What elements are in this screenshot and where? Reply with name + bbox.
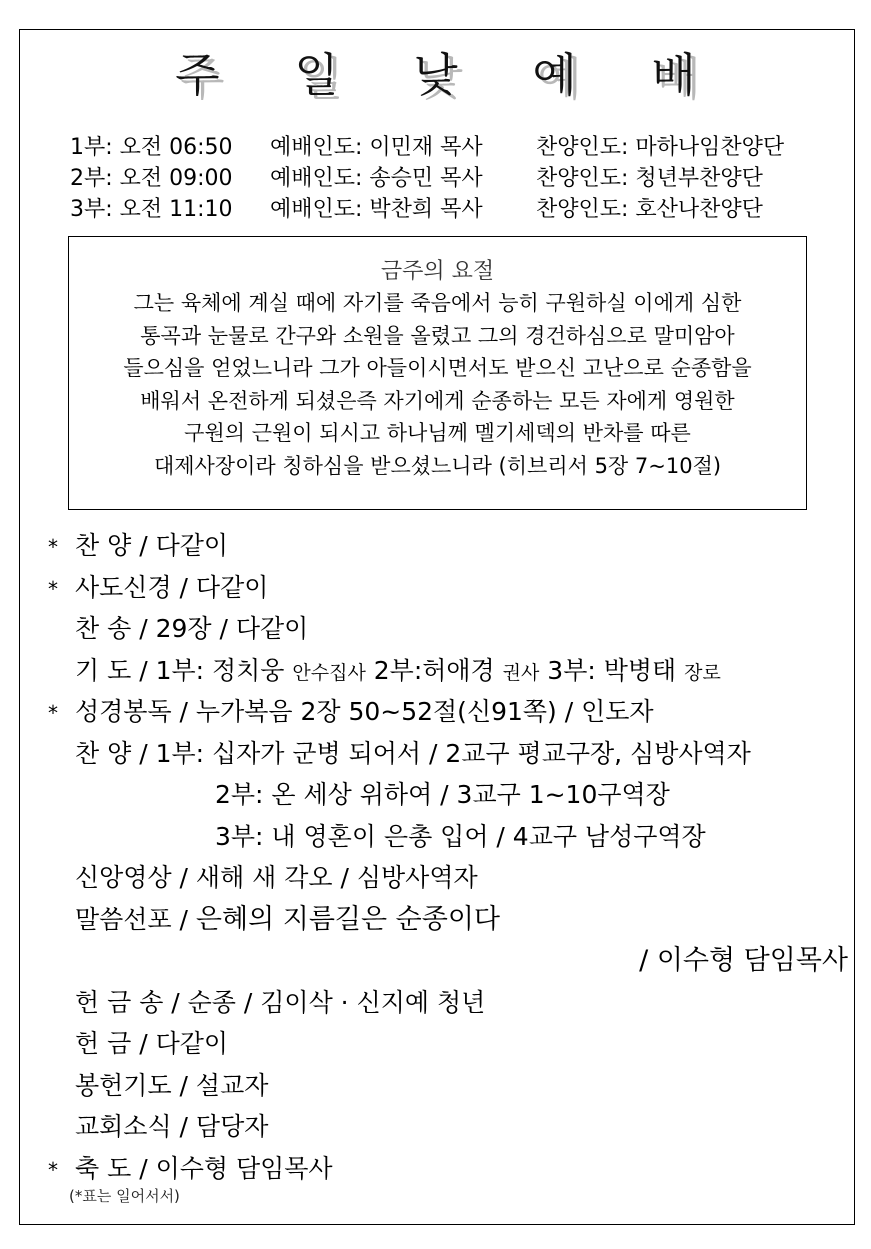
order-item-anthem-2: 2부: 온 세상 위하여 / 3교구 1~10구역장 [215, 780, 670, 809]
order-item-sermon: 말씀선포 / 은혜의 지름길은 순종이다 [75, 903, 500, 935]
order-item-praise: * 찬 양 / 다같이 [48, 525, 848, 567]
service-time: 1부: 오전 06:50 [70, 135, 233, 160]
service-praise-leader: 찬양인도: 청년부찬양단 [536, 166, 763, 191]
verse-line: 통곡과 눈물로 간구와 소원을 올렸고 그의 경건하심으로 말미암아 [140, 323, 735, 348]
service-row-2 [70, 163, 784, 194]
service-leader: 예배인도: 송승민 목사 [270, 166, 483, 191]
service-praise-leader: 찬양인도: 호산나찬양단 [536, 197, 763, 222]
standing-note: (*표는 일어서서) [69, 1187, 180, 1205]
page-title: 주 일 낮 예 배 [175, 48, 726, 102]
verse-line: 배워서 온전하게 되셨은즉 자기에게 순종하는 모든 자에게 영원한 [140, 388, 735, 413]
order-item-video: 신앙영상 / 새해 새 각오 / 심방사역자 [75, 863, 478, 892]
order-item-hymn: 찬 송 / 29장 / 다같이 [75, 614, 309, 643]
order-item-anthem: 찬 양 / 1부: 십자가 군병 되어서 / 2교구 평교구장, 심방사역자 [75, 738, 751, 768]
order-item-preacher: / 이수형 담임목사 [639, 945, 848, 976]
order-item-creed: * 사도신경 / 다같이 [48, 567, 848, 609]
order-item-offering-song: 헌 금 송 / 순종 / 김이삭 · 신지예 청년 [75, 987, 486, 1017]
service-times [70, 132, 784, 225]
service-row-3 [70, 194, 784, 225]
service-praise-leader: 찬양인도: 마하나임찬양단 [536, 135, 785, 160]
order-item-announcements: 교회소식 / 담당자 [75, 1112, 269, 1141]
service-time: 2부: 오전 09:00 [70, 166, 233, 191]
service-leader: 예배인도: 박찬희 목사 [270, 197, 483, 222]
service-leader: 예배인도: 이민재 목사 [270, 135, 483, 160]
stand-marker: * [48, 535, 58, 559]
order-item-prayer: 기 도 / 1부: 정치웅 안수집사 2부:허애경 권사 3부: 박병태 장로 [75, 655, 721, 685]
weekly-verse-box [68, 236, 807, 510]
order-item-anthem-3: 3부: 내 영혼이 은총 입어 / 4교구 남성구역장 [215, 821, 706, 851]
verse-line: 들으심을 얻었느니라 그가 아들이시면서도 받으신 고난으로 순종함을 [123, 356, 752, 380]
order-item-benediction: * 축 도 / 이수형 담임목사 [48, 1148, 848, 1190]
sermon-title: 은혜의 지름길은 순종이다 [195, 903, 500, 935]
service-row-1 [70, 132, 784, 163]
service-time: 3부: 오전 11:10 [70, 197, 233, 222]
stand-marker: * [48, 1157, 58, 1182]
order-item-offering-prayer: 봉헌기도 / 설교자 [75, 1070, 269, 1100]
stand-marker: * [48, 701, 58, 725]
order-of-worship [48, 525, 848, 1189]
order-item-offering: 헌 금 / 다같이 [75, 1029, 229, 1058]
verse-line: 구원의 근원이 되시고 하나님께 멜기세덱의 반차를 따른 [184, 421, 691, 445]
verse-line: 그는 육체에 계실 때에 자기를 죽음에서 능히 구원하실 이에게 심한 [133, 291, 742, 315]
stand-marker: * [48, 576, 58, 601]
order-item-scripture-reading: * 성경봉독 / 누가복음 2장 50~52절(신91쪽) / 인도자 [48, 691, 848, 733]
verse-line: 대제사장이라 칭하심을 받으셨느니라 (히브리서 5장 7~10절) [153, 453, 722, 478]
weekly-verse-heading: 금주의 요절 [380, 259, 495, 284]
